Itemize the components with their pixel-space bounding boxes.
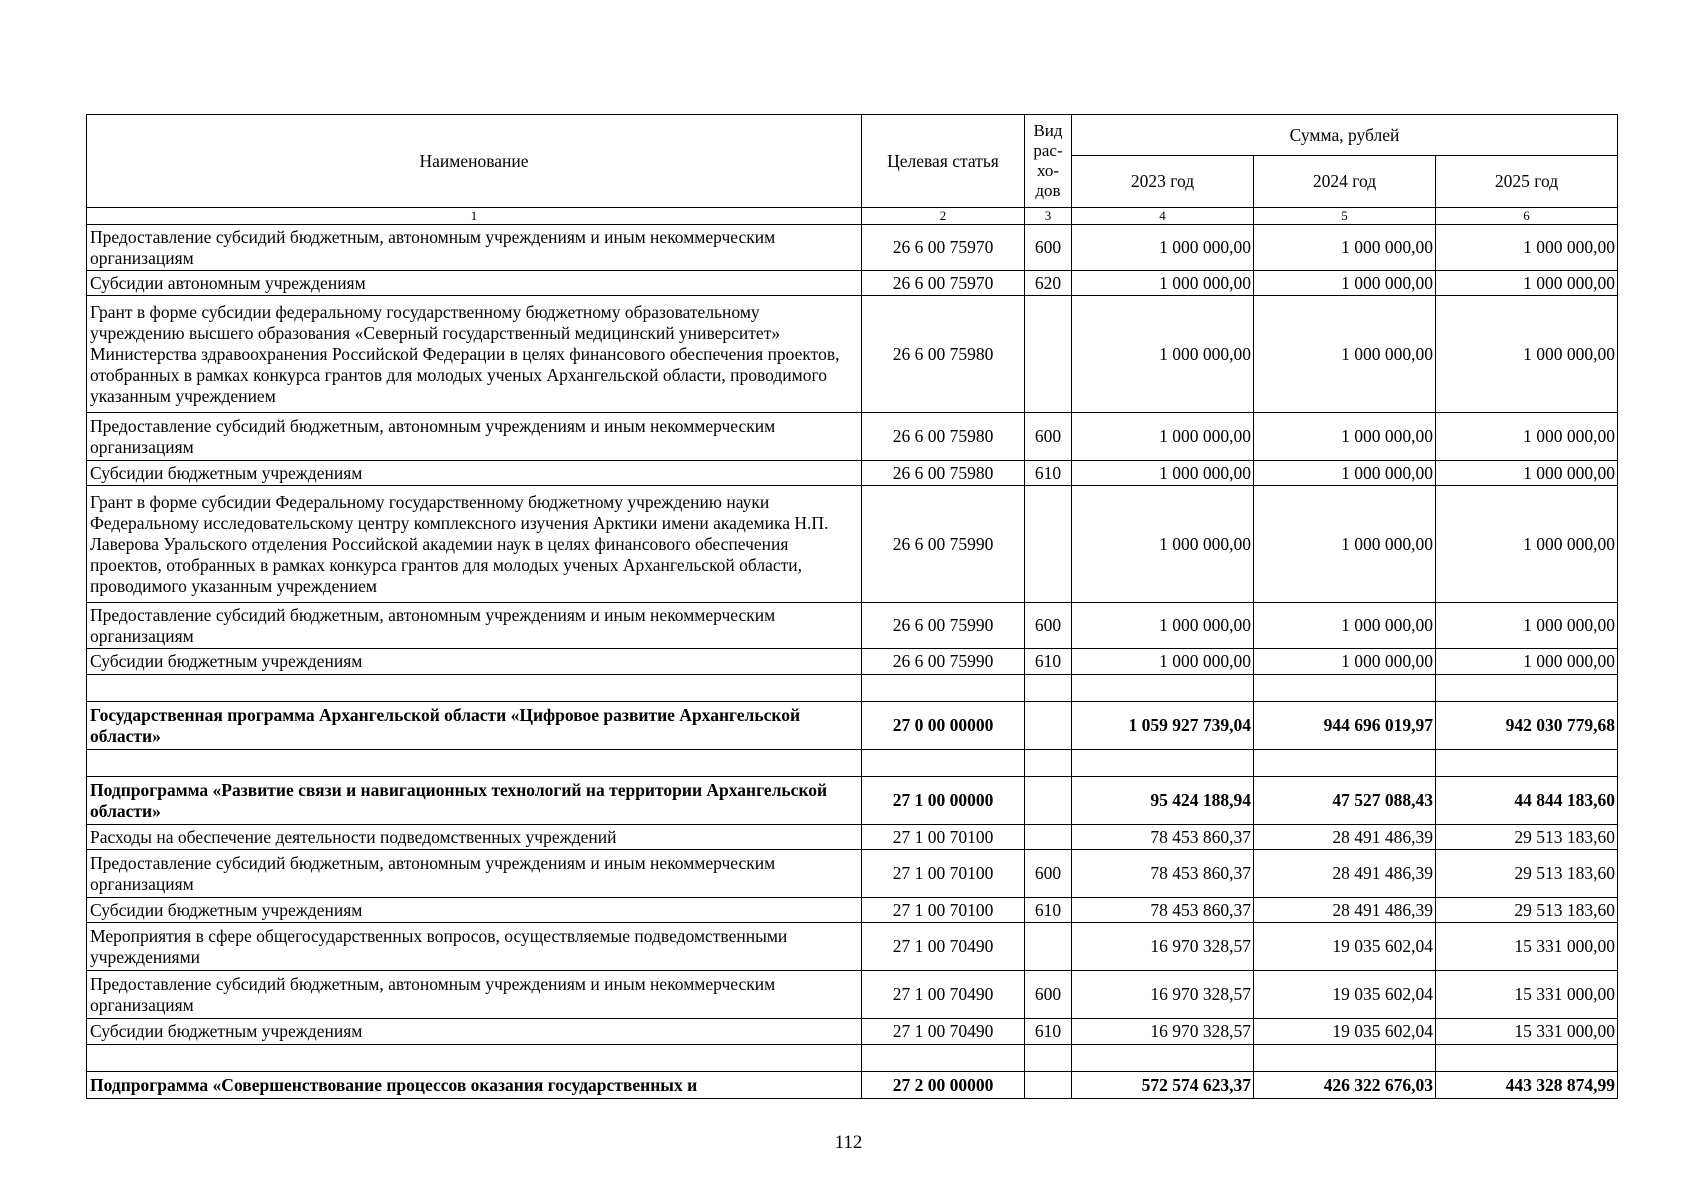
row-vid: 600 — [1025, 225, 1072, 271]
row-2025: 15 331 000,00 — [1436, 923, 1618, 971]
row-2024: 1 000 000,00 — [1254, 296, 1436, 413]
row-2023: 572 574 623,37 — [1072, 1072, 1254, 1099]
table-row — [87, 225, 1618, 271]
row-2023: 78 453 860,37 — [1072, 825, 1254, 850]
row-name: Субсидии бюджетным учреждениям — [87, 1019, 862, 1045]
row-code: 27 1 00 00000 — [862, 777, 1025, 825]
row-2024: 1 000 000,00 — [1254, 413, 1436, 461]
table-row — [87, 603, 1618, 649]
row-2025: 1 000 000,00 — [1436, 649, 1618, 675]
index-cell: 2 — [862, 208, 1025, 225]
header-year-2024: 2024 год — [1254, 156, 1436, 208]
header-index-row — [87, 208, 1618, 225]
row-code — [862, 1045, 1025, 1072]
row-2025: 1 000 000,00 — [1436, 461, 1618, 486]
row-vid: 610 — [1025, 649, 1072, 675]
row-name: Мероприятия в сфере общегосударственных вопросов, осуществляемые подведомственными учреждениями — [87, 923, 862, 971]
header-name: Наименование — [87, 115, 862, 208]
index-cell: 1 — [87, 208, 862, 225]
row-code: 27 1 00 70100 — [862, 898, 1025, 923]
row-2024: 1 000 000,00 — [1254, 225, 1436, 271]
row-name: Предоставление субсидий бюджетным, автономным учреждениям и иным некоммерческим организациям — [87, 603, 862, 649]
row-2024: 28 491 486,39 — [1254, 825, 1436, 850]
row-code: 26 6 00 75980 — [862, 296, 1025, 413]
table-row-spacer — [87, 750, 1618, 777]
row-2023: 16 970 328,57 — [1072, 971, 1254, 1019]
row-2025: 15 331 000,00 — [1436, 971, 1618, 1019]
row-vid — [1025, 702, 1072, 750]
row-code: 27 2 00 00000 — [862, 1072, 1025, 1099]
row-2024: 1 000 000,00 — [1254, 486, 1436, 603]
row-code: 26 6 00 75980 — [862, 461, 1025, 486]
row-name: Предоставление субсидий бюджетным, автономным учреждениям и иным некоммерческим организациям — [87, 225, 862, 271]
row-code: 26 6 00 75990 — [862, 603, 1025, 649]
row-2025: 1 000 000,00 — [1436, 413, 1618, 461]
row-vid: 610 — [1025, 898, 1072, 923]
row-2025: 44 844 183,60 — [1436, 777, 1618, 825]
row-vid — [1025, 777, 1072, 825]
row-vid: 610 — [1025, 1019, 1072, 1045]
row-2023: 1 000 000,00 — [1072, 486, 1254, 603]
index-cell: 4 — [1072, 208, 1254, 225]
row-vid — [1025, 923, 1072, 971]
row-name: Грант в форме субсидии Федеральному государственному бюджетному учреждению науки Федеральному исследовательскому центру комплексного изучения Арктики имени академика Н.П. Лаверова Уральского отделения Российской академии наук в целях финансового обеспечения проектов, отобранных в рамках конкурса грантов для молодых ученых Архангельской области, проводимого указанным учреждением — [87, 486, 862, 603]
table-row — [87, 850, 1618, 898]
row-code: 27 1 00 70490 — [862, 1019, 1025, 1045]
row-2025: 1 000 000,00 — [1436, 296, 1618, 413]
row-2023: 1 000 000,00 — [1072, 603, 1254, 649]
row-name: Субсидии бюджетным учреждениям — [87, 898, 862, 923]
table-row — [87, 1019, 1618, 1045]
row-2023: 78 453 860,37 — [1072, 898, 1254, 923]
row-name: Предоставление субсидий бюджетным, автономным учреждениям и иным некоммерческим организациям — [87, 413, 862, 461]
row-code: 26 6 00 75970 — [862, 271, 1025, 296]
row-2025 — [1436, 750, 1618, 777]
row-code: 27 1 00 70100 — [862, 825, 1025, 850]
index-cell: 3 — [1025, 208, 1072, 225]
row-code — [862, 750, 1025, 777]
row-2025: 942 030 779,68 — [1436, 702, 1618, 750]
row-code: 26 6 00 75990 — [862, 649, 1025, 675]
table-row — [87, 271, 1618, 296]
row-name: Предоставление субсидий бюджетным, автономным учреждениям и иным некоммерческим организациям — [87, 971, 862, 1019]
row-2024: 944 696 019,97 — [1254, 702, 1436, 750]
table-row-subprogram — [87, 1072, 1618, 1099]
header-vid: Вид рас-хо-дов — [1025, 115, 1072, 208]
table-row — [87, 461, 1618, 486]
row-name: Подпрограмма «Совершенствование процессов оказания государственных и — [87, 1072, 862, 1099]
row-2025: 1 000 000,00 — [1436, 271, 1618, 296]
table-row-program — [87, 702, 1618, 750]
row-2023: 1 000 000,00 — [1072, 413, 1254, 461]
index-cell: 5 — [1254, 208, 1436, 225]
row-vid: 620 — [1025, 271, 1072, 296]
row-2025: 1 000 000,00 — [1436, 603, 1618, 649]
row-2024: 1 000 000,00 — [1254, 271, 1436, 296]
table-row-spacer — [87, 675, 1618, 702]
row-2023: 16 970 328,57 — [1072, 1019, 1254, 1045]
row-code: 27 0 00 00000 — [862, 702, 1025, 750]
row-2025: 29 513 183,60 — [1436, 898, 1618, 923]
row-vid — [1025, 296, 1072, 413]
row-name: Субсидии бюджетным учреждениям — [87, 461, 862, 486]
row-2025: 1 000 000,00 — [1436, 225, 1618, 271]
header-sum: Сумма, рублей — [1072, 115, 1618, 156]
row-2023: 1 059 927 739,04 — [1072, 702, 1254, 750]
row-name — [87, 675, 862, 702]
row-code: 26 6 00 75980 — [862, 413, 1025, 461]
row-2023: 16 970 328,57 — [1072, 923, 1254, 971]
row-name: Грант в форме субсидии федеральному государственному бюджетному образовательному учреждению высшего образования «Северный государственный медицинский университет» Министерства здравоохранения Российской Федерации в целях финансового обеспечения проектов, отобранных в рамках конкурса грантов для молодых ученых Архангельской области, проводимого указанным учреждением — [87, 296, 862, 413]
row-2025: 1 000 000,00 — [1436, 486, 1618, 603]
row-2024: 1 000 000,00 — [1254, 603, 1436, 649]
row-code: 27 1 00 70490 — [862, 971, 1025, 1019]
row-code — [862, 675, 1025, 702]
table-row-subprogram — [87, 777, 1618, 825]
row-code: 26 6 00 75990 — [862, 486, 1025, 603]
row-2025: 29 513 183,60 — [1436, 850, 1618, 898]
header-code: Целевая статья — [862, 115, 1025, 208]
table-row — [87, 923, 1618, 971]
row-vid — [1025, 1045, 1072, 1072]
table-row — [87, 486, 1618, 603]
row-vid: 600 — [1025, 413, 1072, 461]
row-2025: 443 328 874,99 — [1436, 1072, 1618, 1099]
row-2025: 15 331 000,00 — [1436, 1019, 1618, 1045]
row-2024: 1 000 000,00 — [1254, 649, 1436, 675]
row-vid: 600 — [1025, 603, 1072, 649]
row-2025 — [1436, 1045, 1618, 1072]
row-vid — [1025, 825, 1072, 850]
table-row — [87, 971, 1618, 1019]
row-2024 — [1254, 750, 1436, 777]
row-code: 27 1 00 70490 — [862, 923, 1025, 971]
row-2024: 28 491 486,39 — [1254, 850, 1436, 898]
row-2023: 95 424 188,94 — [1072, 777, 1254, 825]
row-name — [87, 1045, 862, 1072]
row-2023: 78 453 860,37 — [1072, 850, 1254, 898]
table-row — [87, 825, 1618, 850]
row-code: 27 1 00 70100 — [862, 850, 1025, 898]
row-2024 — [1254, 675, 1436, 702]
row-name: Субсидии бюджетным учреждениям — [87, 649, 862, 675]
row-name: Субсидии автономным учреждениям — [87, 271, 862, 296]
row-2023: 1 000 000,00 — [1072, 225, 1254, 271]
index-cell: 6 — [1436, 208, 1618, 225]
row-name: Предоставление субсидий бюджетным, автономным учреждениям и иным некоммерческим организациям — [87, 850, 862, 898]
header-year-2023: 2023 год — [1072, 156, 1254, 208]
budget-table-sheet — [86, 114, 1617, 1099]
row-2023 — [1072, 1045, 1254, 1072]
row-2025: 29 513 183,60 — [1436, 825, 1618, 850]
row-code: 26 6 00 75970 — [862, 225, 1025, 271]
row-vid: 600 — [1025, 850, 1072, 898]
table-row — [87, 413, 1618, 461]
row-2023 — [1072, 675, 1254, 702]
row-name: Расходы на обеспечение деятельности подведомственных учреждений — [87, 825, 862, 850]
row-2024: 28 491 486,39 — [1254, 898, 1436, 923]
row-2023 — [1072, 750, 1254, 777]
row-2023: 1 000 000,00 — [1072, 649, 1254, 675]
row-vid: 610 — [1025, 461, 1072, 486]
row-2023: 1 000 000,00 — [1072, 461, 1254, 486]
header-year-2025: 2025 год — [1436, 156, 1618, 208]
table-row-spacer — [87, 1045, 1618, 1072]
row-name: Государственная программа Архангельской области «Цифровое развитие Архангельской области» — [87, 702, 862, 750]
table-row — [87, 649, 1618, 675]
row-2024 — [1254, 1045, 1436, 1072]
row-vid — [1025, 1072, 1072, 1099]
row-vid — [1025, 486, 1072, 603]
row-2024: 19 035 602,04 — [1254, 923, 1436, 971]
budget-table — [86, 114, 1618, 1099]
row-2024: 19 035 602,04 — [1254, 1019, 1436, 1045]
page-number: 112 — [834, 1132, 863, 1153]
row-2024: 19 035 602,04 — [1254, 971, 1436, 1019]
row-2024: 426 322 676,03 — [1254, 1072, 1436, 1099]
row-vid: 600 — [1025, 971, 1072, 1019]
row-name: Подпрограмма «Развитие связи и навигационных технологий на территории Архангельской области» — [87, 777, 862, 825]
row-name — [87, 750, 862, 777]
row-2024: 47 527 088,43 — [1254, 777, 1436, 825]
table-row — [87, 296, 1618, 413]
row-2025 — [1436, 675, 1618, 702]
row-2023: 1 000 000,00 — [1072, 296, 1254, 413]
header-row-top — [87, 115, 1618, 156]
row-vid — [1025, 750, 1072, 777]
row-2024: 1 000 000,00 — [1254, 461, 1436, 486]
row-2023: 1 000 000,00 — [1072, 271, 1254, 296]
table-row — [87, 898, 1618, 923]
row-vid — [1025, 675, 1072, 702]
